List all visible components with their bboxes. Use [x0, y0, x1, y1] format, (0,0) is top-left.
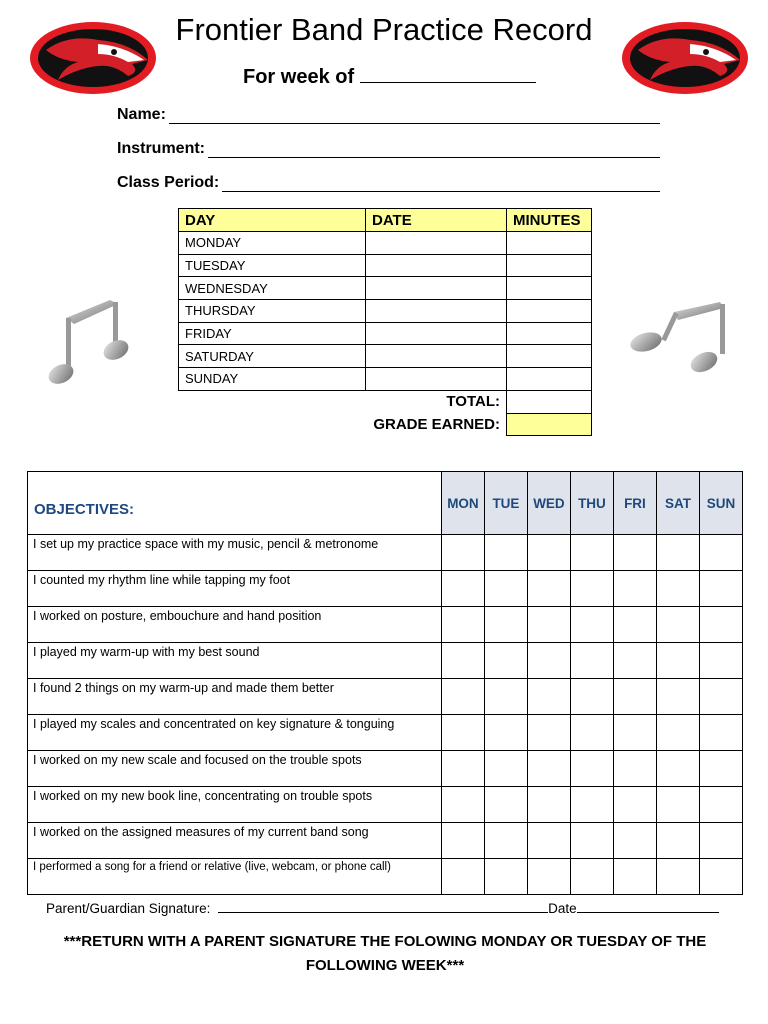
check-cell[interactable]	[484, 823, 527, 859]
check-cell[interactable]	[656, 643, 699, 679]
check-cell[interactable]	[527, 859, 570, 895]
check-cell[interactable]	[484, 679, 527, 715]
check-cell[interactable]	[441, 535, 484, 571]
date-cell[interactable]	[366, 345, 507, 368]
check-cell[interactable]	[699, 715, 742, 751]
check-cell[interactable]	[527, 751, 570, 787]
check-cell[interactable]	[527, 535, 570, 571]
name-field[interactable]	[117, 106, 660, 124]
week-label: For week of	[243, 66, 355, 88]
table-row	[179, 300, 592, 323]
table-row	[28, 751, 743, 787]
return-notice	[40, 930, 730, 978]
grade-label: GRADE EARNED:	[373, 415, 500, 433]
day-column-header: MON	[441, 472, 484, 535]
table-row	[28, 823, 743, 859]
objective-text: I found 2 things on my warm-up and made them better	[28, 679, 442, 715]
check-cell[interactable]	[527, 823, 570, 859]
class-period-field[interactable]	[117, 174, 660, 192]
week-blank[interactable]	[360, 68, 536, 83]
check-cell[interactable]	[441, 607, 484, 643]
objective-text: I worked on my new scale and focused on the trouble spots	[28, 751, 442, 787]
table-row	[179, 277, 592, 300]
day-column-header: FRI	[613, 472, 656, 535]
instrument-label: Instrument:	[117, 140, 205, 157]
check-cell[interactable]	[570, 571, 613, 607]
minutes-cell[interactable]	[507, 254, 592, 277]
minutes-column-header: MINUTES	[507, 209, 592, 232]
objective-text: I set up my practice space with my music, pencil & metronome	[28, 535, 442, 571]
check-cell[interactable]	[699, 679, 742, 715]
check-cell[interactable]	[441, 751, 484, 787]
notice-line: ***RETURN WITH A PARENT SIGNATURE THE FOLOWING MONDAY OR TUESDAY OF THE	[63, 933, 707, 950]
day-cell: FRIDAY	[179, 322, 366, 345]
instrument-field[interactable]	[117, 140, 660, 158]
objective-text: I played my warm-up with my best sound	[28, 643, 442, 679]
minutes-cell[interactable]	[507, 322, 592, 345]
day-cell: SATURDAY	[179, 345, 366, 368]
date-cell[interactable]	[366, 322, 507, 345]
check-cell[interactable]	[613, 571, 656, 607]
notice-line: FOLLOWING WEEK***	[305, 957, 465, 974]
check-cell[interactable]	[656, 751, 699, 787]
check-cell[interactable]	[656, 679, 699, 715]
check-cell[interactable]	[656, 607, 699, 643]
check-cell[interactable]	[484, 751, 527, 787]
objective-text: I counted my rhythm line while tapping my foot	[28, 571, 442, 607]
check-cell[interactable]	[613, 751, 656, 787]
table-row	[179, 322, 592, 345]
table-row	[28, 787, 743, 823]
check-cell[interactable]	[570, 679, 613, 715]
name-label: Name:	[117, 106, 166, 123]
day-cell: TUESDAY	[179, 254, 366, 277]
instrument-blank[interactable]	[208, 143, 660, 158]
check-cell[interactable]	[570, 535, 613, 571]
total-label: TOTAL:	[446, 393, 500, 411]
day-cell: MONDAY	[179, 232, 366, 255]
check-cell[interactable]	[527, 787, 570, 823]
check-cell[interactable]	[441, 823, 484, 859]
check-cell[interactable]	[527, 715, 570, 751]
class-period-label: Class Period:	[117, 174, 220, 191]
check-cell[interactable]	[613, 535, 656, 571]
check-cell[interactable]	[570, 715, 613, 751]
signature-line[interactable]	[46, 900, 719, 916]
table-row	[179, 345, 592, 368]
minutes-cell[interactable]	[507, 232, 592, 255]
objective-text: I worked on my new book line, concentrating on trouble spots	[28, 787, 442, 823]
date-blank[interactable]	[577, 900, 719, 913]
check-cell[interactable]	[699, 643, 742, 679]
practice-log-table	[178, 208, 592, 436]
date-cell[interactable]	[366, 254, 507, 277]
day-column-header: SAT	[656, 472, 699, 535]
grade-row	[179, 413, 592, 436]
minutes-cell[interactable]	[507, 345, 592, 368]
check-cell[interactable]	[570, 787, 613, 823]
check-cell[interactable]	[441, 715, 484, 751]
day-cell: WEDNESDAY	[179, 277, 366, 300]
day-column-header: SUN	[699, 472, 742, 535]
day-column-header: TUE	[484, 472, 527, 535]
check-cell[interactable]	[484, 535, 527, 571]
objective-text: I worked on posture, embouchure and hand position	[28, 607, 442, 643]
check-cell[interactable]	[570, 751, 613, 787]
table-row	[28, 859, 743, 895]
check-cell[interactable]	[613, 607, 656, 643]
grade-cell[interactable]	[507, 413, 592, 436]
day-column-header: THU	[570, 472, 613, 535]
objective-text: I worked on the assigned measures of my current band song	[28, 823, 442, 859]
table-row	[28, 571, 743, 607]
check-cell[interactable]	[527, 571, 570, 607]
signature-blank[interactable]	[218, 900, 548, 913]
table-row	[28, 535, 743, 571]
table-row	[28, 607, 743, 643]
check-cell[interactable]	[441, 679, 484, 715]
check-cell[interactable]	[484, 787, 527, 823]
objective-text: I played my scales and concentrated on key signature & tonguing	[28, 715, 442, 751]
check-cell[interactable]	[527, 679, 570, 715]
check-cell[interactable]	[656, 823, 699, 859]
check-cell[interactable]	[570, 859, 613, 895]
table-row	[179, 232, 592, 255]
check-cell[interactable]	[441, 643, 484, 679]
check-cell[interactable]	[699, 535, 742, 571]
check-cell[interactable]	[527, 643, 570, 679]
objective-text: I performed a song for a friend or relative (live, webcam, or phone call)	[28, 859, 442, 895]
check-cell[interactable]	[484, 715, 527, 751]
check-cell[interactable]	[656, 787, 699, 823]
class-period-blank[interactable]	[222, 177, 660, 192]
check-cell[interactable]	[699, 571, 742, 607]
check-cell[interactable]	[441, 859, 484, 895]
check-cell[interactable]	[656, 571, 699, 607]
minutes-cell[interactable]	[507, 368, 592, 391]
table-row	[179, 254, 592, 277]
check-cell[interactable]	[484, 571, 527, 607]
check-cell[interactable]	[656, 715, 699, 751]
date-column-header: DATE	[366, 209, 507, 232]
check-cell[interactable]	[699, 859, 742, 895]
table-row	[28, 679, 743, 715]
day-cell: SUNDAY	[179, 368, 366, 391]
music-note-icon	[44, 296, 134, 391]
objectives-heading: OBJECTIVES:	[28, 472, 442, 535]
check-cell[interactable]	[441, 571, 484, 607]
check-cell[interactable]	[441, 787, 484, 823]
week-field[interactable]	[243, 66, 536, 89]
check-cell[interactable]	[613, 787, 656, 823]
check-cell[interactable]	[527, 607, 570, 643]
minutes-cell[interactable]	[507, 277, 592, 300]
check-cell[interactable]	[699, 823, 742, 859]
check-cell[interactable]	[613, 643, 656, 679]
signature-label: Parent/Guardian Signature:	[46, 901, 211, 916]
check-cell[interactable]	[484, 607, 527, 643]
check-cell[interactable]	[613, 859, 656, 895]
check-cell[interactable]	[699, 751, 742, 787]
check-cell[interactable]	[699, 607, 742, 643]
date-cell[interactable]	[366, 300, 507, 323]
objectives-table	[27, 471, 743, 895]
check-cell[interactable]	[570, 643, 613, 679]
total-row	[179, 390, 592, 413]
day-cell: THURSDAY	[179, 300, 366, 323]
minutes-cell[interactable]	[507, 300, 592, 323]
check-cell[interactable]	[570, 607, 613, 643]
date-cell[interactable]	[366, 277, 507, 300]
check-cell[interactable]	[656, 859, 699, 895]
table-row	[28, 643, 743, 679]
total-cell[interactable]	[507, 390, 592, 413]
name-blank[interactable]	[169, 109, 660, 124]
table-row	[28, 715, 743, 751]
page-title: Frontier Band Practice Record	[175, 12, 593, 47]
check-cell[interactable]	[570, 823, 613, 859]
table-header-row	[28, 472, 743, 535]
date-label: Date	[548, 901, 577, 916]
table-row	[179, 368, 592, 391]
check-cell[interactable]	[613, 823, 656, 859]
music-note-icon	[624, 298, 729, 380]
check-cell[interactable]	[613, 679, 656, 715]
date-cell[interactable]	[366, 368, 507, 391]
check-cell[interactable]	[699, 787, 742, 823]
date-cell[interactable]	[366, 232, 507, 255]
day-column-header: DAY	[179, 209, 366, 232]
check-cell[interactable]	[484, 859, 527, 895]
check-cell[interactable]	[484, 643, 527, 679]
check-cell[interactable]	[613, 715, 656, 751]
table-header-row	[179, 209, 592, 232]
day-column-header: WED	[527, 472, 570, 535]
check-cell[interactable]	[656, 535, 699, 571]
